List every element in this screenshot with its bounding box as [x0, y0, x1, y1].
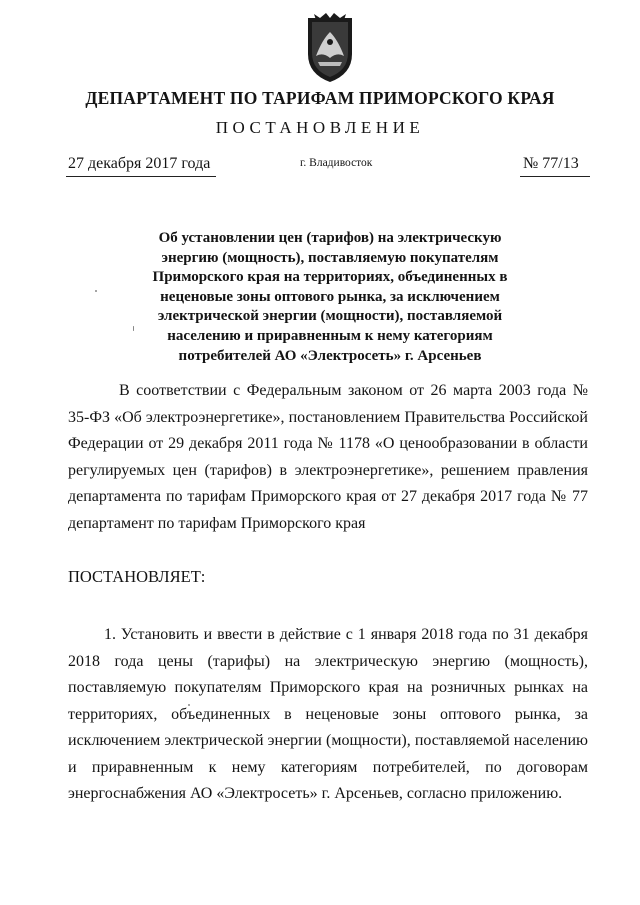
preamble-text: В соответствии с Федеральным законом от 26 марта 2003 года № 35-ФЗ «Об электроэнергетике», постановлением Правительства Российской Федерации от 29 декабря 2011 года № 1178 «О ценообразовании в области регулируемых цен (тарифов) в электроэнергетике», решением правления департамента по тарифам Приморского края от 27 декабря 2017 года № 77 департамент по тарифам Приморского края [68, 382, 588, 532]
document-title: Об установлении цен (тарифов) на электрическую энергию (мощность), поставляемую покупателям Приморского края на территориях, объединенных в неценовые зоны оптового рынка, за исключением электрической энергии (мощности), поставляемой населению и приравненным к нему категориям потребителей АО «Электросеть» г. Арсеньев [152, 230, 508, 364]
document-city: г. Владивосток [300, 157, 373, 169]
document-date: 27 декабря 2017 года [68, 155, 211, 172]
scan-speck [133, 326, 134, 331]
department-name: ДЕПАРТАМЕНТ ПО ТАРИФАМ ПРИМОРСКОГО КРАЯ [85, 88, 555, 108]
date-underline [66, 176, 216, 177]
document-type: ПОСТАНОВЛЕНИЕ [215, 118, 425, 137]
preamble-paragraph [68, 378, 588, 537]
document-number: № 77/13 [523, 155, 579, 172]
item-1-paragraph [68, 622, 588, 808]
coat-of-arms-icon [300, 12, 360, 84]
item-1-text: 1. Установить и ввести в действие с 1 января 2018 года по 31 декабря 2018 года цены (тарифы) на электрическую энергию (мощность), поставляемую покупателям Приморского края на розничных рынках на территориях, объединенных в неценовые зоны оптового рынка, за исключением электрической энергии (мощности), поставляемой населению и приравненным к нему категориям потребителей, по договорам энергоснабжения АО «Электросеть» г. Арсеньев, согласно приложению. [68, 626, 588, 802]
resolves-heading: ПОСТАНОВЛЯЕТ: [68, 567, 206, 586]
number-underline [520, 176, 590, 177]
scan-speck [95, 290, 97, 292]
scan-speck [188, 704, 190, 706]
